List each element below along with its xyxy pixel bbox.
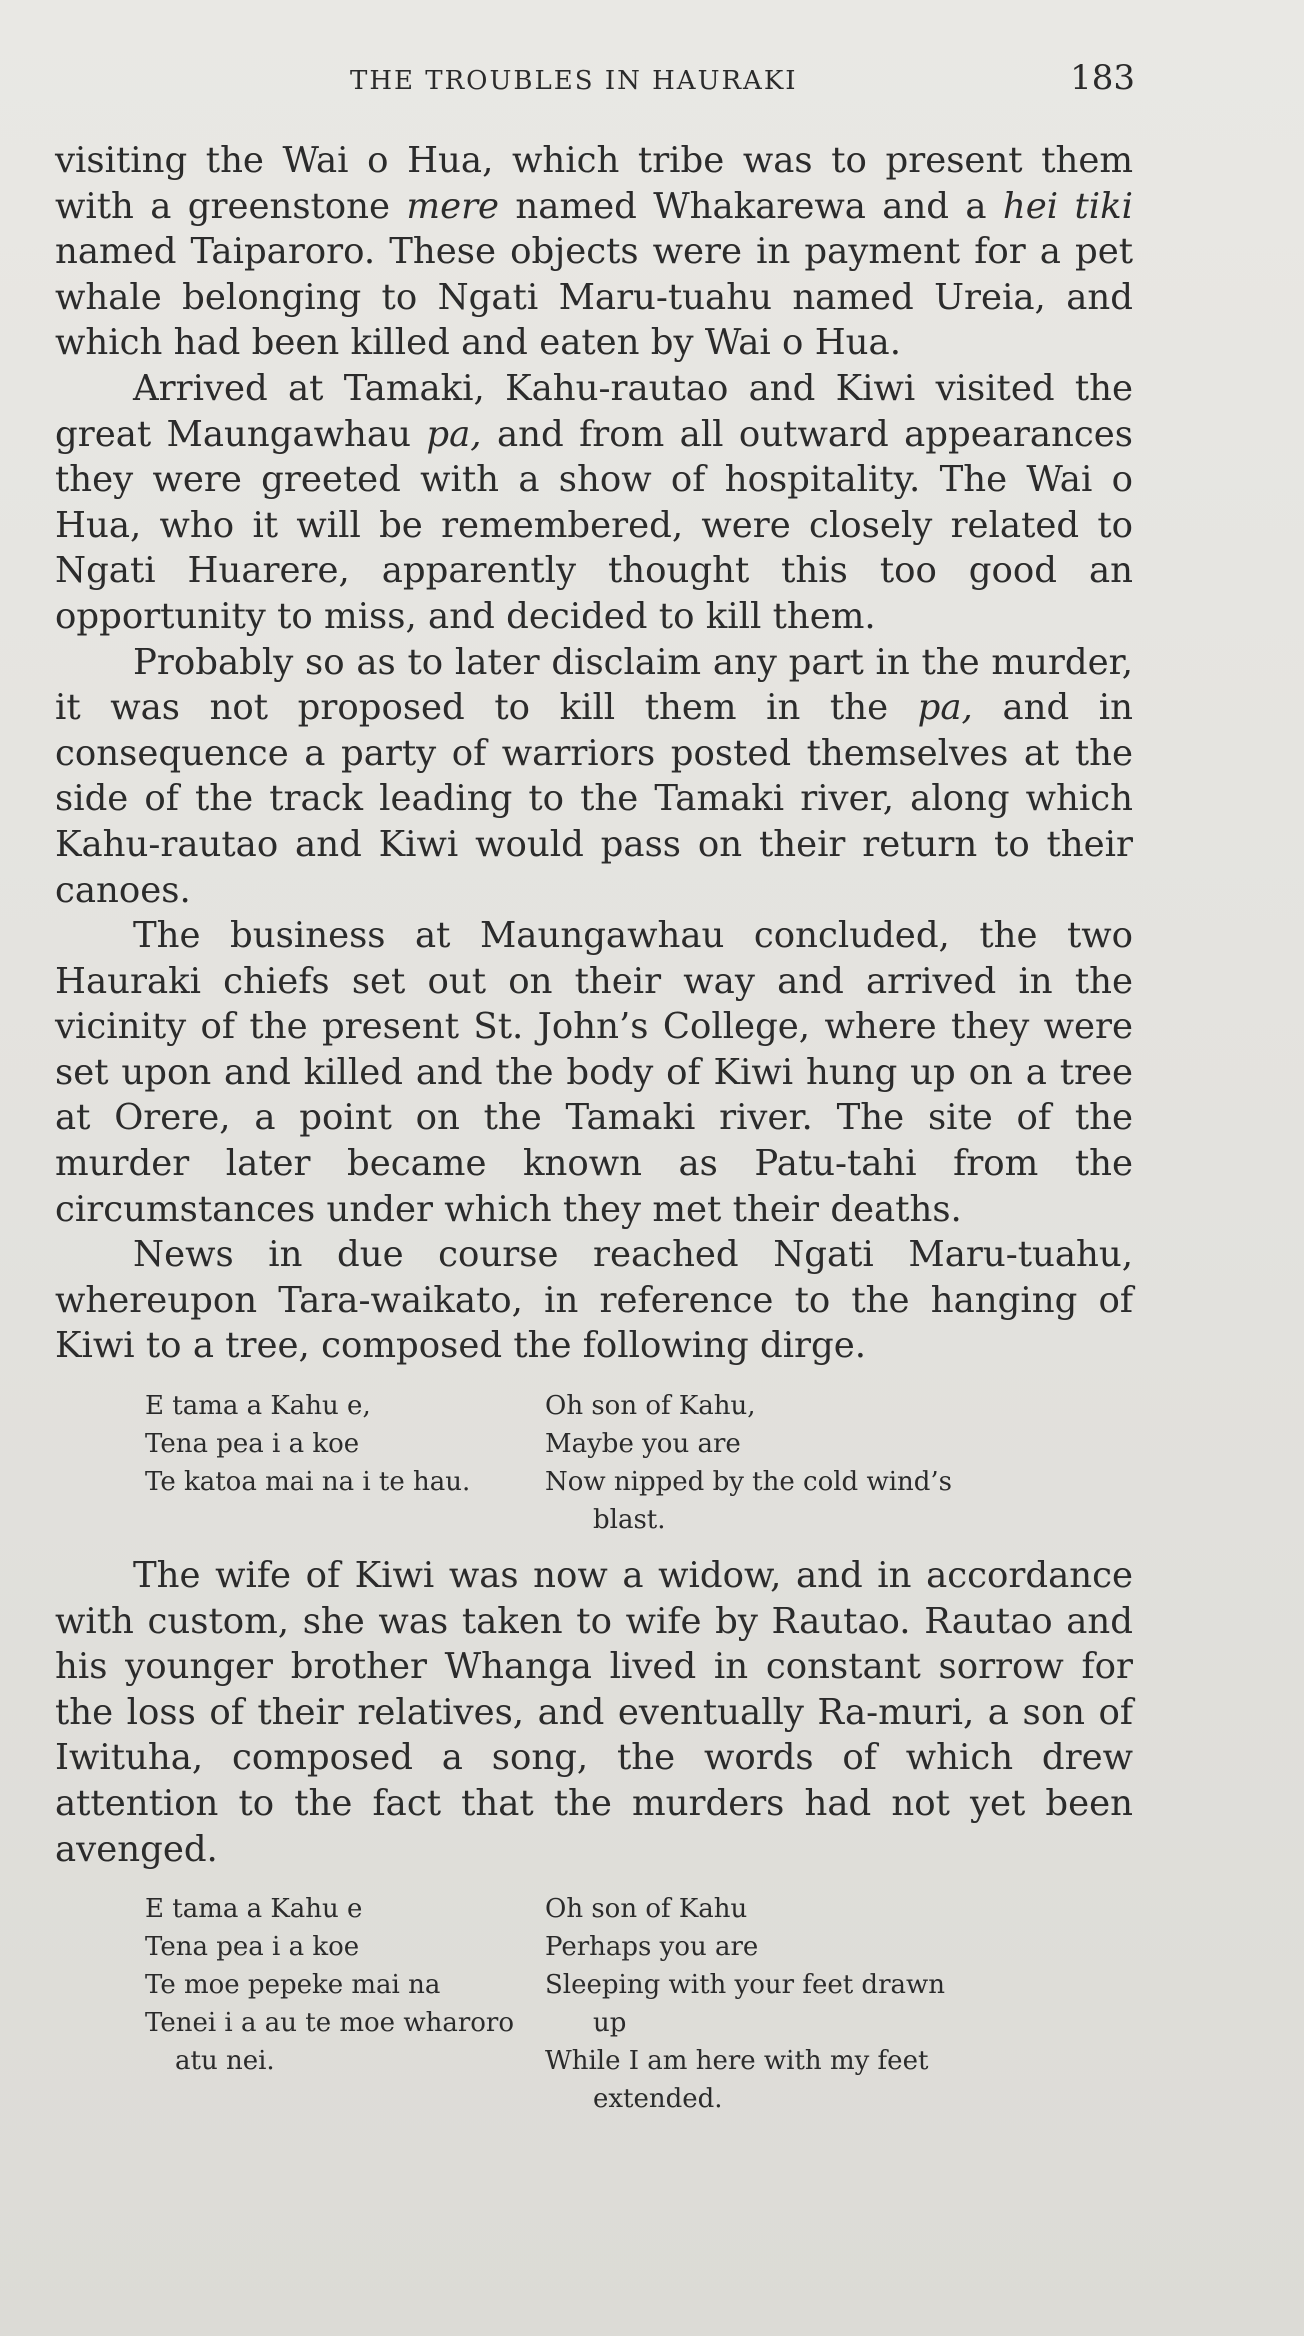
page-number: 183 [1070, 58, 1135, 98]
verse-line: Te moe pepeke mai na [145, 1970, 441, 2001]
verse-line: Maybe you are [545, 1429, 741, 1460]
running-head [55, 58, 1135, 102]
verse-line: atu nei. [175, 2046, 275, 2077]
verse-line: Tenei i a au te moe wharoro [145, 2008, 515, 2039]
verse-maori-column [55, 1890, 545, 2118]
italic-mere: mere [406, 185, 500, 227]
paragraph-5: News in due course reached Ngati Maru-tuahu, whereupon Tara-waikato, in reference to the hanging of Kiwi to a tree, composed the following dirge. [55, 1234, 1133, 1367]
dirge-verse [55, 1387, 1133, 1539]
song-verse [55, 1890, 1133, 2118]
verse-line: While I am here with my feet [545, 2046, 929, 2077]
verse-line: Oh son of Kahu, [545, 1391, 756, 1422]
italic-pa: pa, [917, 687, 973, 729]
verse-line: E tama a Kahu e, [145, 1391, 371, 1422]
paragraph-2: Arrived at Tamaki, Kahu-rautao and Kiwi visited the great Maungawhau pa, and from all outward appearances they were greeted with a show of hospitality. The Wai o Hua, who it will be remembered, were closely related to Ngati Huarere, apparently thought this too good an opportunity to miss, and decided to kill them. [55, 367, 1133, 637]
verse-line: Perhaps you are [545, 1932, 759, 1963]
verse-line: Te katoa mai na i te hau. [145, 1467, 471, 1498]
verse-maori-column [55, 1387, 545, 1539]
verse-english-column [545, 1387, 1133, 1539]
verse-english-column [545, 1890, 1133, 2118]
paragraph-4: The business at Maungawhau concluded, the two Hauraki chiefs set out on their way and arrived in the vicinity of the present St. John’s College, where they were set upon and killed and the body of Kiwi hung up on a tree at Orere, a point on the Tamaki river. The site of the murder later became known as Patu-tahi from the circumstances under which they met their deaths. [55, 915, 1133, 1230]
italic-hei-tiki: hei tiki [1002, 185, 1133, 227]
verse-line: Oh son of Kahu [545, 1894, 748, 1925]
verse-line: Tena pea i a koe [145, 1429, 360, 1460]
verse-line: Sleeping with your feet drawn [545, 1970, 946, 2001]
body-text [55, 138, 1133, 2132]
verse-line: Tena pea i a koe [145, 1932, 360, 1963]
verse-line: extended. [593, 2084, 723, 2115]
paragraph-3: Probably so as to later disclaim any part in the murder, it was not proposed to kill them in the pa, and in consequence a party of warriors posted themselves at the side of the track leading to the Tamaki river, along which Kahu-rautao and Kiwi would pass on their return to their canoes. [55, 641, 1134, 911]
italic-pa: pa, [426, 413, 482, 455]
verse-line: up [593, 2008, 627, 2039]
verse-line: E tama a Kahu e [145, 1894, 363, 1925]
verse-line: blast. [593, 1505, 666, 1536]
verse-line: Now nipped by the cold wind’s [545, 1467, 953, 1498]
paragraph-6: The wife of Kiwi was now a widow, and in accordance with custom, she was taken to wife by Rautao. Rautao and his younger brother Whanga lived in constant sorrow for the loss of their relatives, and eventually Ra-muri, a son of Iwituha, composed a song, the words of which drew attention to the fact that the murders had not yet been avenged. [55, 1555, 1133, 1870]
running-title: THE TROUBLES IN HAURAKI [350, 66, 798, 96]
paragraph-1: visiting the Wai o Hua, which tribe was to present them with a greenstone mere named Whakarewa and a hei tiki named Taiparoro. These objects were in payment for a pet whale belonging to Ngati Maru-tuahu named Ureia, and which had been killed and eaten by Wai o Hua. [55, 140, 1133, 364]
